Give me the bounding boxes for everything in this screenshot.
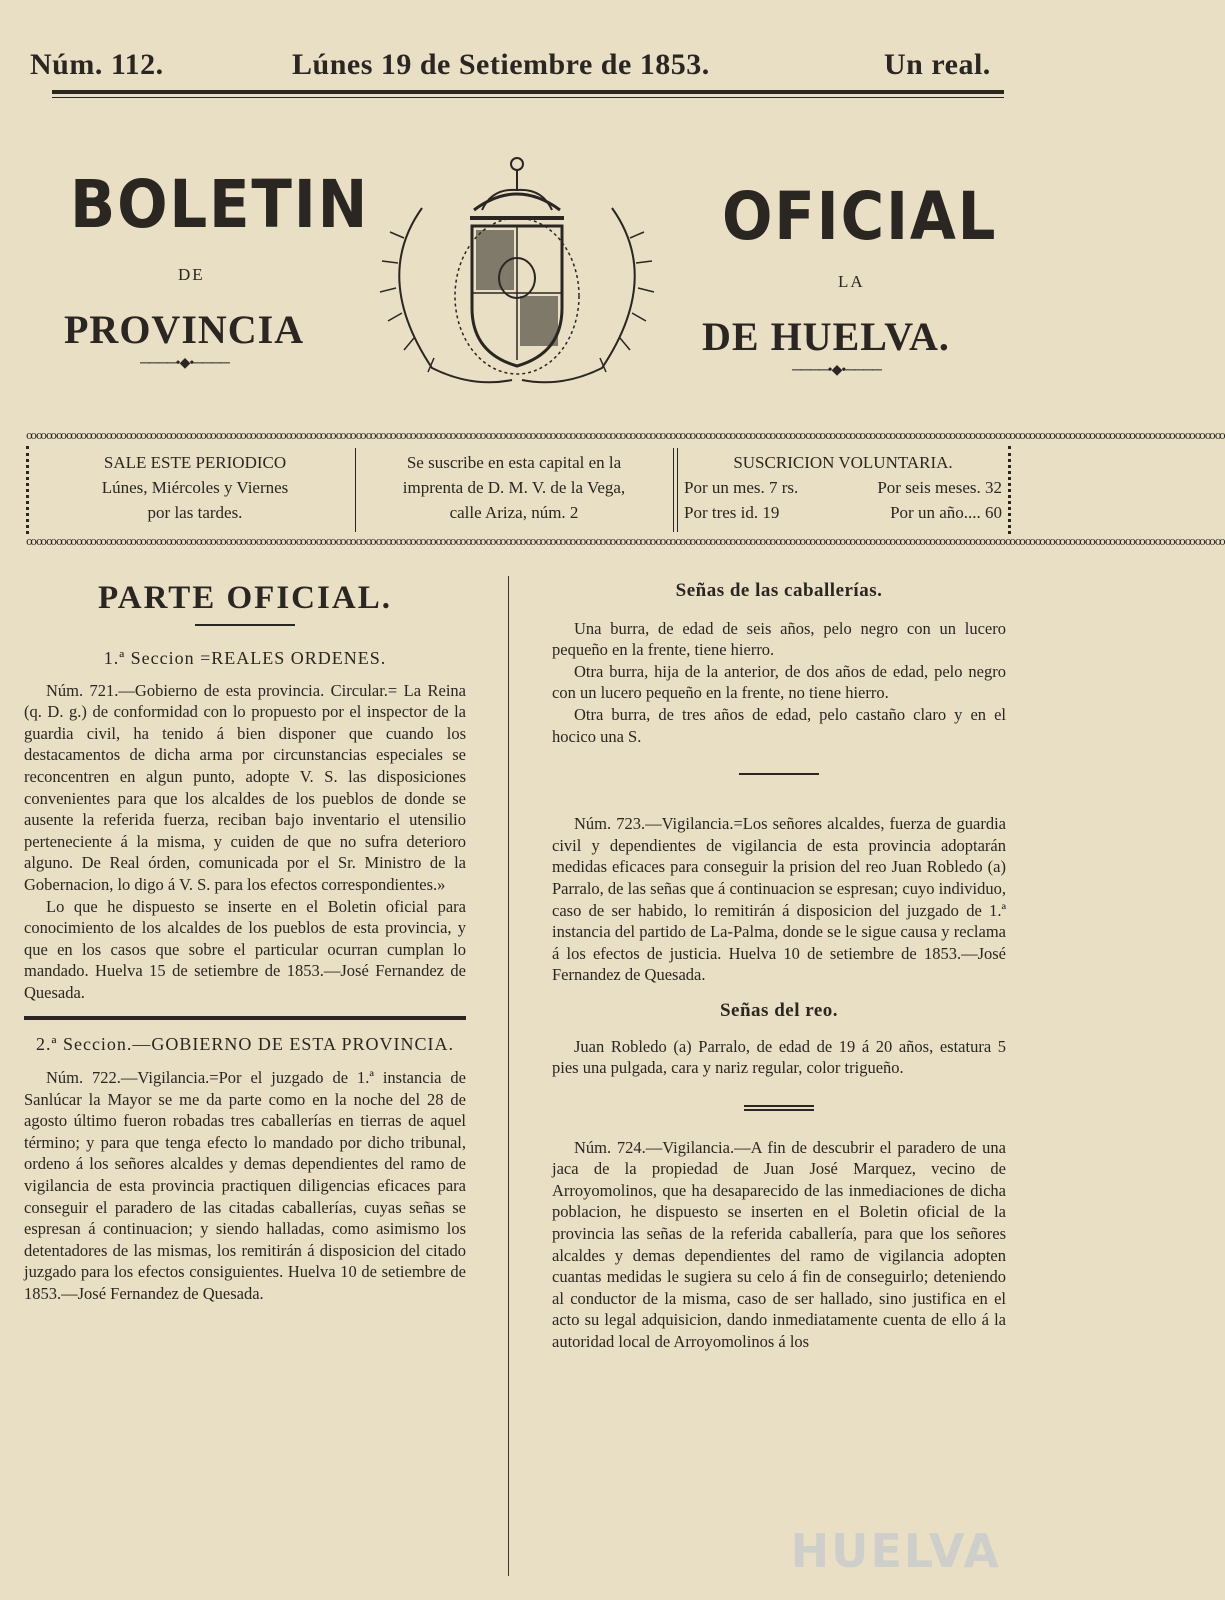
horse-description-2: Otra burra, hija de la anterior, de dos años de edad, pelo negro con un lucero pequeño en la frente, no tiene hierro. — [552, 661, 1006, 703]
price-row-2 — [684, 500, 1002, 525]
double-separator-rule — [744, 1105, 814, 1111]
parte-oficial-heading: PARTE OFICIAL. — [98, 580, 392, 616]
masthead-rule-thick — [52, 90, 1004, 94]
price-six-months: Por seis meses. 32 — [877, 478, 1002, 497]
right-column — [552, 580, 1006, 1353]
info-col3-head: SUSCRICION VOLUNTARIA. — [733, 453, 953, 472]
title-oficial: OFICIAL — [722, 178, 998, 255]
info-col2-line2: imprenta de D. M. V. de la Vega, — [402, 478, 626, 497]
price-year: Por un año.... 60 — [890, 503, 1002, 522]
flourish-left: ────•◆•──── — [140, 356, 229, 371]
senas-reo-heading: Señas del reo. — [719, 999, 838, 1021]
title-de-huelva: DE HUELVA. — [702, 314, 950, 359]
separator-rule — [739, 773, 819, 775]
flourish-right: ────•◆•──── — [792, 363, 881, 378]
info-col1-line2: Lúnes, Miércoles y Viernes — [101, 478, 289, 497]
horse-description-3: Otra burra, de tres años de edad, pelo castaño claro y en el hocico una S. — [552, 704, 1006, 746]
title-de: DE — [178, 265, 205, 284]
band-border-left — [26, 446, 29, 534]
title-provincia: PROVINCIA — [64, 307, 305, 352]
decorative-border-top: ꝏꝏꝏꝏꝏꝏꝏꝏꝏꝏꝏꝏꝏꝏꝏꝏꝏꝏꝏꝏꝏꝏꝏꝏꝏꝏꝏꝏꝏꝏꝏꝏꝏꝏꝏꝏꝏꝏꝏꝏꝏꝏꝏꝏꝏꝏꝏꝏꝏꝏꝏꝏꝏꝏꝏꝏꝏꝏꝏꝏꝏꝏꝏꝏꝏꝏꝏꝏꝏꝏꝏꝏꝏꝏꝏꝏꝏꝏꝏꝏꝏꝏꝏꝏꝏꝏꝏꝏꝏꝏꝏꝏꝏꝏꝏꝏꝏꝏꝏꝏꝏꝏꝏꝏꝏꝏꝏꝏꝏꝏꝏꝏꝏꝏꝏꝏꝏꝏꝏꝏ — [26, 430, 1225, 442]
info-col1-line3: por las tardes. — [147, 503, 243, 522]
article-721-note: Lo que he dispuesto se inserte en el Boletin oficial para conocimiento de los alcaldes de los pueblos de esta provincia, y que en los casos que sobre el particular ocurran cumplan lo mandado. Huelva 15 de setiembre de 1853.—José Fernandez de Quesada. — [24, 896, 466, 1002]
info-separator-2 — [673, 448, 674, 532]
article-722: Núm. 722.—Vigilancia.=Por el juzgado de 1.ª instancia de Sanlúcar la Mayor se me da parte como en la noche del 28 de agosto último fueron robadas tres caballerías en tierras de aquel término; y para que tenga efecto lo mandado por dicho tribunal, ordeno á los señores alcaldes y demas dependientes del ramo de vigilancia de esta provincia practiquen diligencias eficaces para conseguir el paradero de las citadas caballerías, cuyas señas se espresan á continuacion; y siendo halladas, como asimismo los detentadores de las mismas, los remitirán á disposicion del citado juzgado para los efectos consiguientes. Huelva 10 de setiembre de 1853.—José Fernandez de Quesada. — [24, 1068, 466, 1304]
info-separator-1 — [355, 448, 356, 532]
masthead-rule-thin — [52, 97, 1004, 98]
price-three-months: Por tres id. 19 — [684, 503, 780, 522]
info-separator-3 — [677, 448, 678, 532]
section-2-heading: 2.ª Seccion.—GOBIERNO DE ESTA PROVINCIA. — [35, 1033, 454, 1054]
issue-price: Un real. — [884, 48, 991, 81]
section-rule — [24, 1016, 466, 1020]
coat-of-arms-emblem — [362, 148, 672, 396]
horse-description-1: Una burra, de edad de seis años, pelo negro con un lucero pequeño en la frente, tiene hierro. — [552, 618, 1006, 660]
senas-caballerias-heading: Señas de las caballerías. — [675, 580, 883, 601]
price-row-1 — [684, 475, 1002, 500]
article-723: Núm. 723.—Vigilancia.=Los señores alcaldes, fuerza de guardia civil y dependientes de vigilancia de esta provincia adoptarán medidas eficaces para conseguir la prision del reo Juan Robledo (a) Parralo, de las señas que á continuacion se espresan; cuyo individuo, caso de ser habido, lo remitirán á disposicion del juzgado de 1.ª instancia del partido de La-Palma, donde se le sigue causa y reclama á los efectos de justicia. Huelva 10 de setiembre de 1853.—José Fernandez de Quesada. — [552, 814, 1006, 985]
section-1-heading: 1.ª Seccion =REALES ORDENES. — [103, 648, 387, 668]
reo-description: Juan Robledo (a) Parralo, de edad de 19 á 20 años, estatura 5 pies una pulgada, cara y nariz regular, color trigueño. — [552, 1036, 1006, 1078]
info-subscription-place — [360, 450, 668, 530]
info-col2-line3: calle Ariza, núm. 2 — [449, 503, 579, 522]
article-721: Núm. 721.—Gobierno de esta provincia. Circular.= La Reina (q. D. g.) de conformidad con lo propuesto por el inspector de la guardia civil, ha tenido á bien disponer que cuando los destacamentos de dicha arma por circunstancias especiales se reconcentren en algun punto, adopte V. S. las disposiciones convenientes para que los alcaldes de los pueblos de donde se ausente la referida fuerza, reciban bajo inventario el utensilio perteneciente á la misma, y cuiden de que no sufra deterioro alguno. De Real órden, comunicada por el Sr. Ministro de la Gobernacion, lo digo á V. S. para los efectos correspondientes.» — [24, 680, 466, 894]
article-724: Núm. 724.—Vigilancia.—A fin de descubrir el paradero de una jaca de la propiedad de Juan José Marquez, vecino de Arroyomolinos, que ha desaparecido de las inmediaciones de dicha poblacion, he dispuesto se inserten en el Boletin oficial de la provincia las señas de la referida caballería, para que los señores alcaldes y demas dependientes del ramo de vigilancia adopten cuantas medidas le sugiera su celo á fin de conseguirlo; deteniendo al conductor de la misma, caso de ser hallado, sino justifica en el acto su legal adquisicion, dando inmediatamente cuenta de ello á la autoridad local de Arroyomolinos á los — [552, 1137, 1006, 1352]
price-month: Por un mes. 7 rs. — [684, 478, 799, 497]
issue-date: Lúnes 19 de Setiembre de 1853. — [292, 48, 710, 81]
title-la: LA — [838, 272, 865, 291]
decorative-border-bottom: ꝏꝏꝏꝏꝏꝏꝏꝏꝏꝏꝏꝏꝏꝏꝏꝏꝏꝏꝏꝏꝏꝏꝏꝏꝏꝏꝏꝏꝏꝏꝏꝏꝏꝏꝏꝏꝏꝏꝏꝏꝏꝏꝏꝏꝏꝏꝏꝏꝏꝏꝏꝏꝏꝏꝏꝏꝏꝏꝏꝏꝏꝏꝏꝏꝏꝏꝏꝏꝏꝏꝏꝏꝏꝏꝏꝏꝏꝏꝏꝏꝏꝏꝏꝏꝏꝏꝏꝏꝏꝏꝏꝏꝏꝏꝏꝏꝏꝏꝏꝏꝏꝏꝏꝏꝏꝏꝏꝏꝏꝏꝏꝏꝏꝏꝏꝏꝏꝏꝏꝏ — [26, 536, 1225, 548]
title-boletin: BOLETIN — [70, 166, 370, 243]
info-subscription-prices — [684, 450, 1002, 530]
heading-ornament — [195, 624, 295, 626]
info-col1-line1: SALE ESTE PERIODICO — [103, 453, 287, 472]
archive-watermark: HUELVA — [790, 1524, 1001, 1578]
info-col2-line1: Se suscribe en esta capital en la — [406, 453, 622, 472]
info-publication-days — [40, 450, 350, 530]
column-divider — [508, 576, 509, 1576]
issue-number: Núm. 112. — [30, 48, 164, 81]
band-border-right — [1008, 446, 1011, 534]
left-column — [24, 576, 466, 1305]
